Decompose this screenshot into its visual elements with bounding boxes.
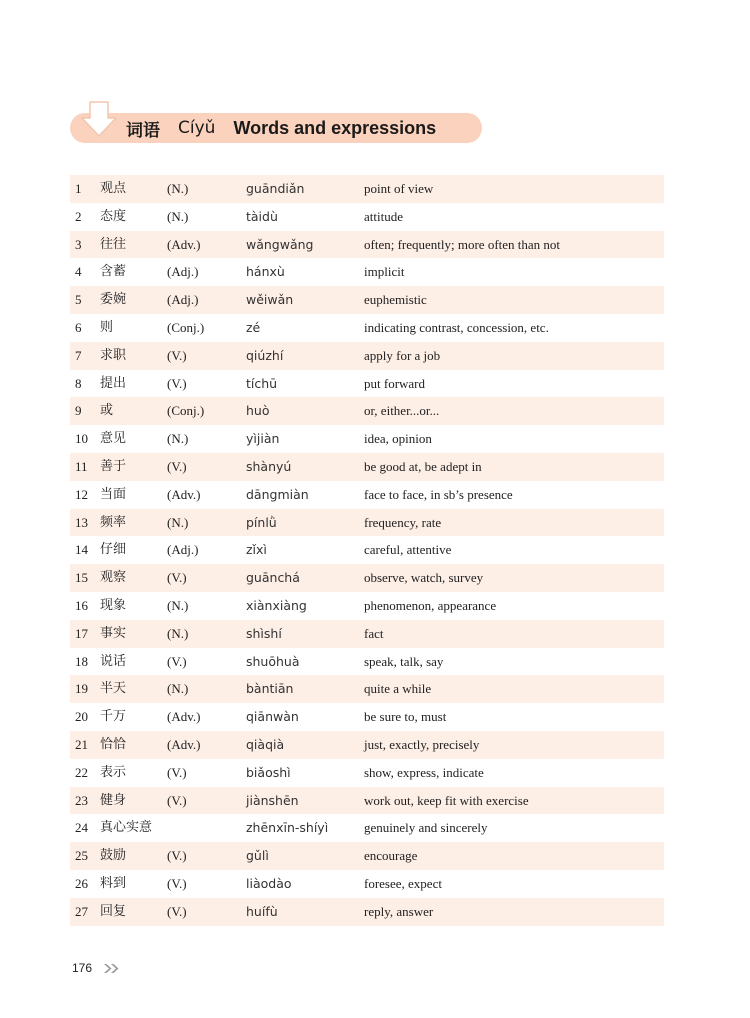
vocab-meaning: often; frequently; more often than not xyxy=(364,236,561,252)
vocab-word: 料到 xyxy=(100,875,127,891)
vocab-number: 8 xyxy=(75,375,82,391)
vocab-row xyxy=(70,397,664,425)
vocab-row xyxy=(70,509,664,537)
vocab-word: 真心实意 xyxy=(100,820,153,836)
vocab-meaning: euphemistic xyxy=(364,292,427,308)
vocab-row xyxy=(70,231,664,259)
vocab-meaning: careful, attentive xyxy=(364,542,452,558)
vocab-pinyin: guānchá xyxy=(246,570,300,586)
vocab-row xyxy=(70,731,664,759)
vocab-pinyin: shànyú xyxy=(246,458,292,474)
vocab-number: 9 xyxy=(75,403,82,419)
vocab-word: 半天 xyxy=(100,681,127,697)
vocab-word: 仔细 xyxy=(100,542,127,558)
vocab-number: 19 xyxy=(75,681,88,697)
vocab-number: 27 xyxy=(75,903,88,919)
vocab-meaning: speak, talk, say xyxy=(364,653,444,669)
vocab-number: 10 xyxy=(75,431,88,447)
vocab-number: 4 xyxy=(75,264,82,280)
vocab-row xyxy=(70,870,664,898)
vocab-meaning: genuinely and sincerely xyxy=(364,820,488,836)
vocab-row xyxy=(70,787,664,815)
vocab-meaning: idea, opinion xyxy=(364,431,432,447)
vocabulary-list xyxy=(70,175,664,926)
vocab-meaning: apply for a job xyxy=(364,347,441,363)
vocab-pos: (V.) xyxy=(167,570,187,586)
vocab-word: 回复 xyxy=(100,903,127,919)
section-title-pinyin: Cíyǔ xyxy=(178,118,216,138)
vocab-word: 事实 xyxy=(100,625,127,641)
vocab-number: 16 xyxy=(75,597,88,613)
vocab-pos: (N.) xyxy=(167,625,189,641)
vocab-number: 12 xyxy=(75,486,88,502)
vocab-pos: (V.) xyxy=(167,764,187,780)
vocab-meaning: put forward xyxy=(364,375,426,391)
vocab-word: 当面 xyxy=(100,486,127,502)
vocab-meaning: show, express, indicate xyxy=(364,764,484,780)
vocab-pos: (V.) xyxy=(167,347,187,363)
vocab-meaning: phenomenon, appearance xyxy=(364,597,497,613)
vocab-pinyin: wěiwǎn xyxy=(246,292,294,308)
vocab-pos: (V.) xyxy=(167,875,187,891)
vocab-number: 20 xyxy=(75,709,88,725)
vocab-meaning: encourage xyxy=(364,848,418,864)
page-number: 176 xyxy=(72,961,93,975)
vocab-number: 2 xyxy=(75,208,82,224)
vocab-pos: (N.) xyxy=(167,181,189,196)
vocab-number: 17 xyxy=(75,625,88,641)
vocab-row xyxy=(70,425,664,453)
vocab-meaning: be good at, be adept in xyxy=(364,458,482,474)
vocab-word: 观察 xyxy=(100,570,127,586)
vocab-pinyin: qiúzhí xyxy=(246,347,284,363)
vocab-pos: (N.) xyxy=(167,208,189,224)
vocab-meaning: indicating contrast, concession, etc. xyxy=(364,319,549,335)
vocab-number: 6 xyxy=(75,319,82,335)
vocab-word: 善于 xyxy=(100,458,127,474)
vocab-number: 15 xyxy=(75,570,88,586)
vocab-pos: (V.) xyxy=(167,375,187,391)
vocab-number: 11 xyxy=(75,458,88,474)
vocab-number: 25 xyxy=(75,848,88,864)
vocab-pinyin: yìjiàn xyxy=(246,431,280,447)
vocab-row xyxy=(70,175,664,203)
vocab-word: 往往 xyxy=(100,236,127,252)
vocab-pos: (Conj.) xyxy=(167,403,205,419)
vocab-pos: (N.) xyxy=(167,514,189,530)
vocab-pos: (Conj.) xyxy=(167,319,205,335)
vocab-word: 意见 xyxy=(100,431,127,447)
vocab-number: 13 xyxy=(75,514,88,530)
vocab-word: 现象 xyxy=(100,597,127,613)
vocab-pos: (N.) xyxy=(167,681,189,697)
vocab-meaning: foresee, expect xyxy=(364,875,442,891)
vocab-pinyin: guāndiǎn xyxy=(246,181,305,196)
vocab-number: 26 xyxy=(75,875,88,891)
vocab-meaning: or, either...or... xyxy=(364,403,440,419)
vocab-pos: (Adv.) xyxy=(167,236,201,252)
vocab-pos: (Adv.) xyxy=(167,486,201,502)
vocab-pos: (Adj.) xyxy=(167,542,199,558)
vocab-word: 健身 xyxy=(100,792,127,808)
vocab-pinyin: tàidù xyxy=(246,208,278,224)
vocab-pinyin: hánxù xyxy=(246,264,285,280)
vocab-word: 或 xyxy=(100,403,114,419)
vocab-pinyin: zhēnxīn-shíyì xyxy=(246,820,329,836)
vocab-meaning: quite a while xyxy=(364,681,432,697)
vocab-pinyin: shuōhuà xyxy=(246,653,300,669)
vocab-word: 鼓励 xyxy=(100,848,127,864)
vocab-row xyxy=(70,258,664,286)
vocab-meaning: just, exactly, precisely xyxy=(364,736,480,752)
vocab-number: 21 xyxy=(75,736,88,752)
vocab-number: 14 xyxy=(75,542,88,558)
vocab-meaning: be sure to, must xyxy=(364,709,447,725)
vocab-row xyxy=(70,370,664,398)
vocab-row xyxy=(70,564,664,592)
vocab-row xyxy=(70,286,664,314)
vocab-word: 说话 xyxy=(100,653,127,669)
vocab-pos: (Adj.) xyxy=(167,292,199,308)
vocab-pinyin: huò xyxy=(246,403,270,419)
vocab-number: 18 xyxy=(75,653,88,669)
vocab-word: 表示 xyxy=(100,764,127,780)
vocab-row xyxy=(70,814,664,842)
vocab-pos: (Adv.) xyxy=(167,709,201,725)
vocab-row xyxy=(70,648,664,676)
vocab-word: 频率 xyxy=(100,514,127,530)
vocab-pinyin: zǐxì xyxy=(246,542,267,558)
vocab-pos: (Adv.) xyxy=(167,736,201,752)
vocab-pos: (Adj.) xyxy=(167,264,199,280)
vocab-pinyin: gǔlì xyxy=(246,848,269,864)
vocab-word: 含蓄 xyxy=(100,264,127,280)
vocab-pos: (V.) xyxy=(167,848,187,864)
vocab-row xyxy=(70,453,664,481)
vocab-pos: (V.) xyxy=(167,792,187,808)
vocab-word: 提出 xyxy=(100,375,127,391)
vocab-pinyin: dāngmiàn xyxy=(246,486,309,502)
vocab-number: 23 xyxy=(75,792,88,808)
vocab-number: 3 xyxy=(75,236,82,252)
vocab-row xyxy=(70,536,664,564)
vocab-pinyin: qiānwàn xyxy=(246,709,299,725)
vocab-number: 22 xyxy=(75,764,88,780)
vocab-word: 千万 xyxy=(100,709,127,725)
vocab-pos: (V.) xyxy=(167,458,187,474)
vocab-word: 观点 xyxy=(100,181,127,196)
vocab-pinyin: qiàqià xyxy=(246,736,285,752)
vocab-pos: (N.) xyxy=(167,431,189,447)
vocab-meaning: face to face, in sb’s presence xyxy=(364,486,513,502)
vocab-row xyxy=(70,314,664,342)
vocab-word: 则 xyxy=(100,319,114,335)
vocab-meaning: implicit xyxy=(364,264,405,280)
vocab-pinyin: bàntiān xyxy=(246,681,294,697)
vocab-meaning: reply, answer xyxy=(364,903,434,919)
vocab-word: 恰恰 xyxy=(100,736,127,752)
vocab-pos: (V.) xyxy=(167,903,187,919)
section-title-english: Words and expressions xyxy=(233,117,437,138)
vocab-meaning: fact xyxy=(364,625,384,641)
vocab-pinyin: wǎngwǎng xyxy=(246,236,314,252)
vocab-meaning: attitude xyxy=(364,208,403,224)
vocab-row xyxy=(70,898,664,926)
vocab-pinyin: jiànshēn xyxy=(246,792,299,808)
vocab-row xyxy=(70,203,664,231)
vocab-number: 24 xyxy=(75,820,88,836)
vocab-meaning: observe, watch, survey xyxy=(364,570,484,586)
vocab-row xyxy=(70,703,664,731)
vocab-word: 求职 xyxy=(100,347,127,363)
vocab-word: 委婉 xyxy=(100,292,127,308)
vocab-row xyxy=(70,842,664,870)
vocab-pinyin: liàodào xyxy=(246,875,292,891)
section-title-chinese: 词语 xyxy=(126,120,160,141)
vocab-pos: (V.) xyxy=(167,653,187,669)
vocab-pinyin: pínlǜ xyxy=(246,514,277,530)
vocab-pinyin: xiànxiàng xyxy=(246,597,307,613)
vocab-pos: (N.) xyxy=(167,597,189,613)
vocab-pinyin: zé xyxy=(246,319,261,335)
vocab-row xyxy=(70,342,664,370)
vocab-pinyin: shìshí xyxy=(246,625,282,641)
vocab-row xyxy=(70,759,664,787)
vocab-meaning: work out, keep fit with exercise xyxy=(364,792,529,808)
section-title xyxy=(126,113,436,143)
vocab-row xyxy=(70,481,664,509)
vocab-row xyxy=(70,592,664,620)
vocab-row xyxy=(70,675,664,703)
double-chevron-right-icon xyxy=(103,963,121,974)
vocab-number: 5 xyxy=(75,292,82,308)
vocab-number: 1 xyxy=(75,181,82,196)
vocab-meaning: point of view xyxy=(364,181,434,196)
vocab-word: 态度 xyxy=(100,208,127,224)
vocab-pinyin: tíchū xyxy=(246,375,278,391)
vocab-pinyin: huífù xyxy=(246,903,278,919)
vocab-number: 7 xyxy=(75,347,82,363)
down-arrow-icon xyxy=(80,100,118,140)
vocab-row xyxy=(70,620,664,648)
vocab-meaning: frequency, rate xyxy=(364,514,442,530)
vocab-pinyin: biǎoshì xyxy=(246,764,291,780)
